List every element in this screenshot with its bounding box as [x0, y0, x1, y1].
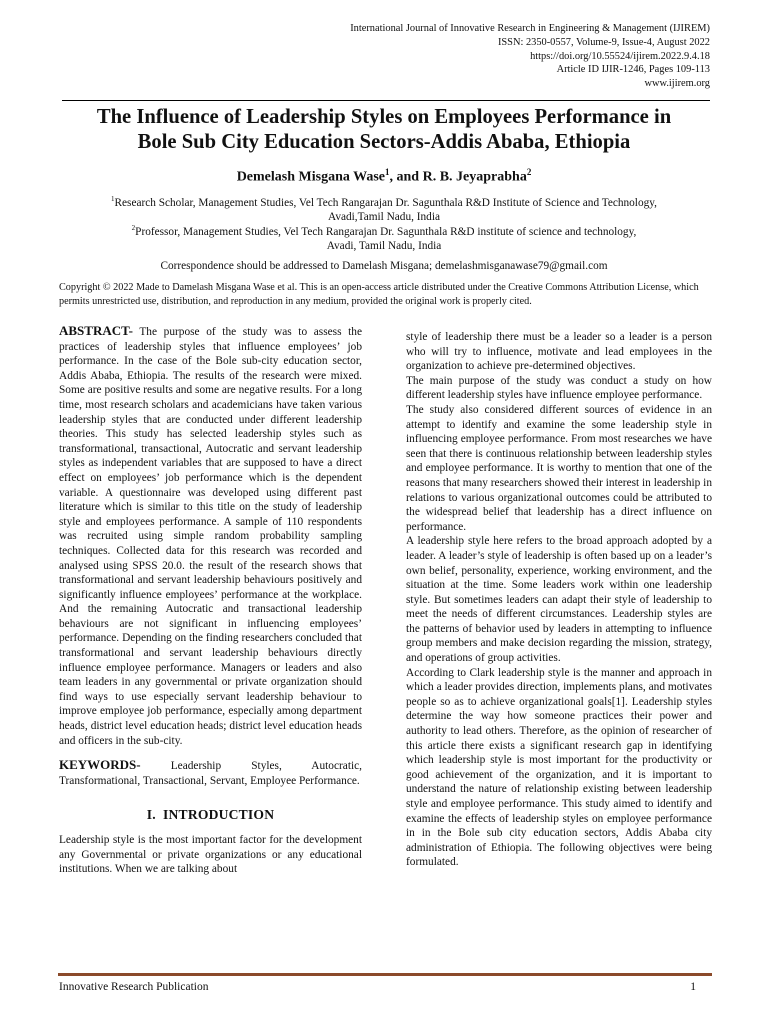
paper-title: [40, 105, 728, 155]
affiliation-2-mark: 2: [131, 224, 136, 232]
affiliation-2-line-1: Professor, Management Studies, Vel Tech Rangarajan Dr. Sagunthala R&D institute of science and technology,: [135, 225, 637, 238]
introduction-paragraph: Leadership style is the most important factor for the development any Governmental or private organizations or any educational institutions. When we are talking about: [59, 834, 362, 876]
author-2-affil-mark: 2: [526, 167, 532, 177]
affiliation-2-line-2: Avadi, Tamil Nadu, India: [326, 240, 442, 253]
journal-name: International Journal of Innovative Research in Engineering & Management (IJIREM): [350, 23, 710, 34]
doi-link[interactable]: https://doi.org/10.55524/ijirem.2022.9.4.18: [530, 50, 710, 62]
article-id: Article ID IJIR-1246, Pages 109-113: [556, 64, 710, 76]
right-column: [406, 330, 712, 870]
abstract-heading: ABSTRACT-: [59, 323, 133, 338]
correspondence: Correspondence should be addressed to Damelash Misgana; demelashmisganawase79@gmail.com: [160, 260, 608, 272]
body-paragraph-1: style of leadership there must be a leader so a leader is a person who will try to influence, motivate and lead employees in the organization to achieve pre-determined objectives.: [406, 331, 712, 373]
author-list: [40, 163, 728, 187]
footer-divider: [58, 973, 712, 976]
section-heading-introduction: I. INTRODUCTION: [146, 807, 275, 823]
copyright-notice: Copyright © 2022 Made to Damelash Misgana Wase et al. This is an open-access article distributed under the Creative Commons Attribution License, which permits unrestricted use, distribution, and reproduction in any medium, provided the original work is properly cited.: [59, 282, 699, 308]
body-paragraph-2: The main purpose of the study was conduct a study on how different leadership styles have influence employee performance.: [406, 374, 712, 402]
abstract: [59, 324, 362, 748]
keywords-heading: KEYWORDS-: [59, 757, 141, 773]
keywords-text: Leadership Styles, Autocratic, Transformational, Transactional, Servant, Employee Performance.: [59, 760, 362, 787]
abstract-text: The purpose of the study was to assess the practices of leadership styles that influence employees’ job performance. In the case of the Bole sub-city education sector, Addis Ababa, Ethiopia. The results of the research were mixed. Some are positive results and some are negative results. For a long time, most research scholars and academicians have taken various leadership styles that are conducted under different leadership theories. This study has selected leadership styles such as transformational, transactional, Autocratic and servant leadership styles as independent variables that are supposed to have a direct effect on employees’ job performance which is the dependent variable. A questionnaire was developed using different past literature which is similar to this title on the study of leadership style and employees performance. A sample of 110 respondents was recruited using simple random probability sampling techniques. Collected data for this research was recorded and analysed using SPSS 20.0. the result of the research shows that transformational and servant leadership behaviours positively and significantly influence employees’ performance at the workplace. And the remaining Autocratic and transactional leadership behaviours are not significant in influencing employees’ performance. Depending on the finding researchers concluded that transformational and servant leadership behaviours directly influence employee performance. Managers or leaders and also team leaders in any governmental or private organization should find ways to use especially servant leadership behaviour to improve employee job performance, especially among department heads, district level education heads; district level education heads and officers in the sub-city.: [59, 326, 362, 747]
left-column: [59, 324, 362, 877]
page-number: 1: [690, 981, 696, 993]
affiliation-2: [60, 221, 708, 254]
author-separator: , and: [389, 169, 423, 185]
author-1-affil-mark: 1: [385, 167, 390, 177]
affiliation-1: [60, 192, 708, 225]
affiliation-1-line-1: Research Scholar, Management Studies, Vel Tech Rangarajan Dr. Sagunthala R&D Institute of Science and Technology,: [114, 196, 657, 209]
title-line-1: The Influence of Leadership Styles on Employees Performance in: [96, 106, 672, 128]
journal-website[interactable]: www.ijirem.org: [644, 78, 710, 90]
issn-info: ISSN: 2350-0557, Volume-9, Issue-4, August 2022: [497, 36, 710, 48]
journal-header: [350, 22, 710, 91]
keywords: [59, 758, 362, 788]
body-paragraph-3: The study also considered different sources of evidence in an attempt to identify and examine the some leadership style in influencing employee performance. From most researches we have seen that there is continuous relationship between leadership styles and employee performance. It is worthy to mention that one of the reasons that many researchers showed their interest in leadership in relations to various organizational outcomes could be attributed to the widespread belief that leadership has a direct influence on performance.: [406, 403, 712, 533]
body-paragraph-5: According to Clark leadership style is the manner and approach in which a leader provides direction, implements plans, and motivates people so as to achieve organizational goals[1]. Leadership styles determine the way how someone practices their power and authority to lead others. Therefore, as the opinion of researcher of this article there exists a significant research gap in identifying which leadership style is most important for the productivity or good achievement of the organization, and it is important to understand the nature of relationship existing between leadership style and employee performance. This study aimed to identify and examine the effects of leadership styles on employee performance in in the Bole sub city education sectors, Addis Ababa city administration of Ethiopia. The following objectives were being formulated.: [406, 666, 712, 869]
affiliation-1-mark: 1: [111, 195, 115, 203]
author-2: R. B. Jeyaprabha: [422, 169, 527, 185]
author-1: Demelash Misgana Wase: [236, 169, 385, 185]
body-paragraph-4: A leadership style here refers to the broad approach adopted by a leader. A leader’s style of leadership is often based up on a leader’s own belief, personality, experience, working environment, and the situation at the time. Some leaders work within one leadership style. But sometimes leaders can adapt their style of leadership to meet the needs of different circumstances. Leadership styles are the patterns of behavior used by leaders in attempting to influence group members and make decision regarding the mission, strategy, and operations of group activities.: [406, 535, 712, 665]
footer-publisher: Innovative Research Publication: [59, 981, 209, 993]
affiliation-1-line-2: Avadi,Tamil Nadu, India: [328, 211, 440, 224]
title-line-2: Bole Sub City Education Sectors-Addis Ababa, Ethiopia: [137, 131, 631, 153]
header-divider: [62, 100, 710, 101]
